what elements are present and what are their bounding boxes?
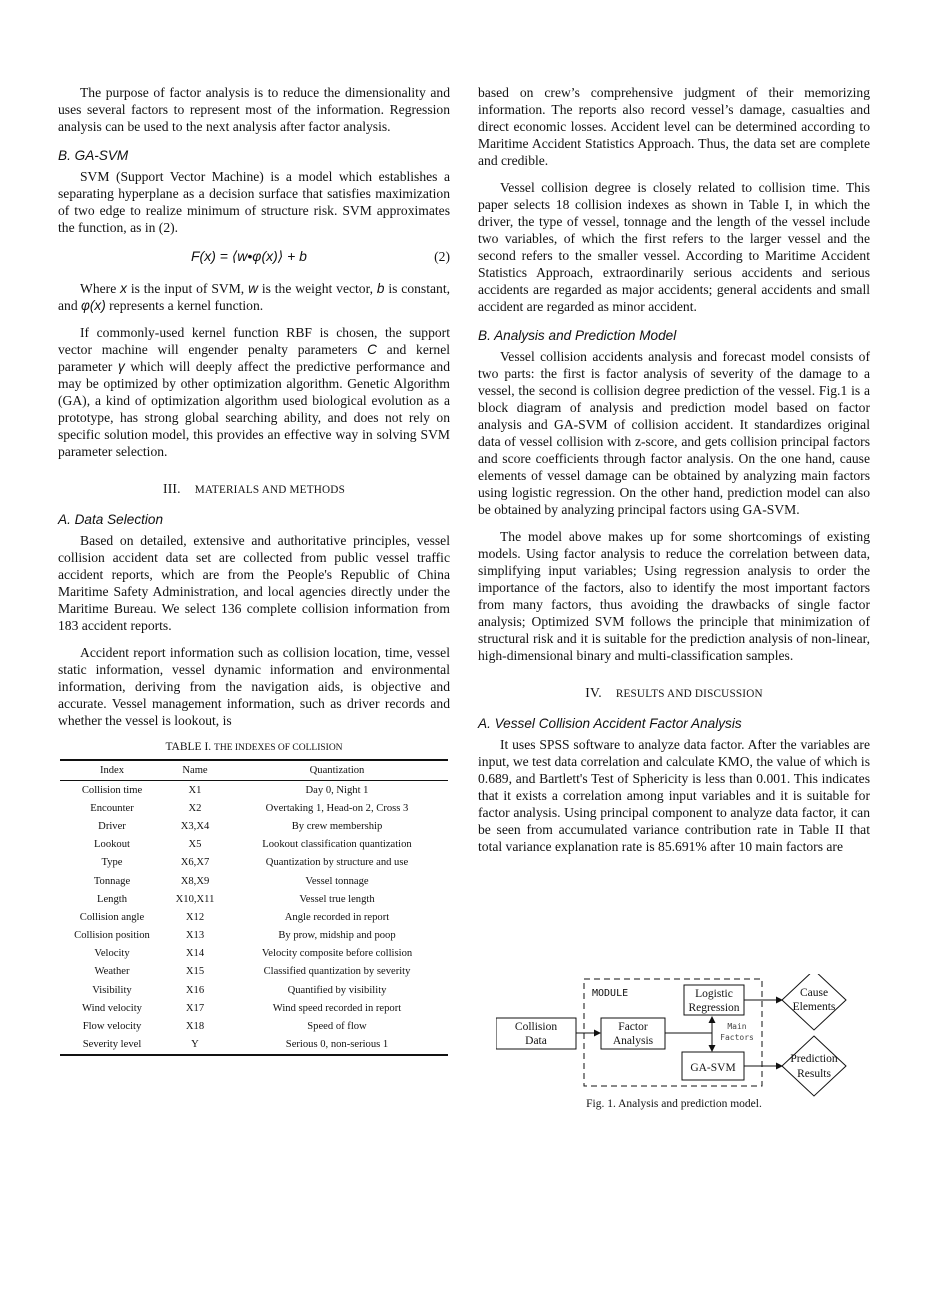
header-index: Index xyxy=(60,760,164,781)
cell-index: Length xyxy=(96,893,127,905)
cell-quantization: Angle recorded in report xyxy=(284,911,390,923)
table-row xyxy=(60,781,448,800)
cell-name: X6,X7 xyxy=(180,857,210,869)
cell-quantization: Overtaking 1, Head-on 2, Cross 3 xyxy=(265,802,409,814)
cell-index: Wind velocity xyxy=(82,1002,142,1014)
table-row xyxy=(60,981,448,999)
figure-1-caption: Fig. 1. Analysis and prediction model. xyxy=(586,1098,762,1110)
cell-quantization: Vessel tonnage xyxy=(305,875,369,887)
cell-index: Tonnage xyxy=(93,875,131,887)
cell-index: Collision angle xyxy=(79,911,145,923)
var-c: C xyxy=(367,342,377,357)
cell-quantization: By crew membership xyxy=(291,820,383,832)
table-row xyxy=(60,799,448,817)
table-row xyxy=(60,817,448,835)
cell-name: X18 xyxy=(185,1021,205,1033)
data-selection-heading: A. Data Selection xyxy=(58,512,164,527)
cell-index: Collision time xyxy=(81,784,143,796)
cell-quantization: Day 0, Night 1 xyxy=(305,784,369,796)
cell-quantization: Vessel true length xyxy=(299,893,375,905)
cell-index: Velocity xyxy=(94,948,130,960)
cell-quantization: Wind speed recorded in report xyxy=(272,1002,402,1014)
header-name: Name xyxy=(164,760,226,781)
section-3-heading: III. MATERIALS AND METHODS xyxy=(162,481,346,496)
crew-paragraph: based on crew’s comprehensive judgment of their memorizing information. The reports also record vessel’s damage, casualties and direct economic losses. Accident level can be determined according to Maritime Accident Statistics Approach. Thus, the data set are complete and credible. xyxy=(478,85,870,168)
table-row xyxy=(60,945,448,963)
cell-quantization: Speed of flow xyxy=(307,1021,367,1033)
cell-index: Driver xyxy=(98,820,126,832)
section-4-heading: IV. RESULTS AND DISCUSSION xyxy=(585,685,763,700)
factor-analysis-heading: A. Vessel Collision Accident Factor Analysis xyxy=(478,716,742,731)
right-column xyxy=(478,84,870,865)
model-advantage-paragraph: The model above makes up for some shortcomings of existing models. Using factor analysis to reduce the correlation between data, simplifying input variables; Using regression analysis to order the importance of the factors, also to identify the most important factors from many factors, thus avoiding the drawbacks of single factor analysis; Optimized SVM follows the principle that minimization of structural risk and it is suitable for the prediction analysis of non-linear, high-dimensional binary and multi-classification samples. xyxy=(478,529,870,663)
table-row xyxy=(60,927,448,945)
cell-name: X15 xyxy=(185,966,205,978)
table-row xyxy=(60,854,448,872)
var-gamma: γ xyxy=(117,359,125,374)
header-quantization: Quantization xyxy=(226,760,448,781)
table-1 xyxy=(60,759,448,1056)
rbf-paragraph: If commonly-used kernel function RBF is chosen, the support vector machine will engender penalty parameters C and kernel parameter γ which will deeply affect the predictive performance and may be optimized by other optimization algorithm. Genetic Algorithm (GA), a kind of optimization algorithm used biological evolution as a prototype, has strong global searching ability, and does not rely on specific solution model, this provides an effective way in solving SVM parameter selection. xyxy=(58,325,451,459)
table-row xyxy=(60,1017,448,1035)
cell-index: Encounter xyxy=(90,802,134,814)
var-phi: φ(x) xyxy=(81,298,106,313)
cell-name: X13 xyxy=(185,930,205,942)
var-w: w xyxy=(248,281,258,296)
collision-data-label-1: Collision xyxy=(514,1021,558,1033)
ga-svm-label: GA-SVM xyxy=(690,1062,736,1074)
left-column xyxy=(58,84,450,1056)
cell-name: X2 xyxy=(188,802,202,814)
cell-name: Y xyxy=(164,1036,226,1055)
cell-quantization: Quantization by structure and use xyxy=(265,857,409,869)
cause-label-2: Elements xyxy=(792,1001,836,1013)
cell-index: Severity level xyxy=(60,1036,164,1055)
cell-quantization: Lookout classification quantization xyxy=(262,839,412,851)
factor-analysis-paragraph: It uses SPSS software to analyze data factor. After the variables are input, we test data correlation and calculate KMO, the value of which is 0.689, and Bartlett's Test of Sphericity is less than 0.001. This indicates that it exists a correlation among input variables and it is suitable for factor analysis. Using principal component to analyze data factor, it can be seen from accumulated variance contribution rate in Table II that total variance explanation rate is 85.691% after 10 main factors are xyxy=(478,737,870,854)
main-factors-label-2: Factors xyxy=(720,1033,754,1042)
cell-index: Lookout xyxy=(94,839,130,851)
svm-equation: F(x) = ⟨w•φ(x)⟩ + b xyxy=(191,248,307,264)
cell-name: X3,X4 xyxy=(180,820,210,832)
factor-analysis-label-2: Analysis xyxy=(612,1035,654,1047)
cell-index: Type xyxy=(101,857,123,869)
var-b: b xyxy=(376,281,385,296)
factor-analysis-label-1: Factor xyxy=(618,1021,648,1033)
cell-quantization: Velocity composite before collision xyxy=(261,948,413,960)
prediction-label-1: Prediction xyxy=(790,1053,838,1065)
cell-quantization: By prow, midship and poop xyxy=(278,930,396,942)
cell-index: Weather xyxy=(94,966,130,978)
cause-label-1: Cause xyxy=(799,987,829,999)
module-label: MODULE xyxy=(592,988,629,999)
accident-report-paragraph: Accident report information such as collision location, time, vessel static information, vessel dynamic information and environmental information, deriving from the navigation aids, is objective and accurate. Vessel management information, such as driver records and whether the vessel is lookout, is xyxy=(58,645,450,728)
var-x: x xyxy=(120,281,127,296)
cell-quantization: Classified quantization by severity xyxy=(263,966,411,978)
table-row xyxy=(60,908,448,926)
logistic-label-1: Logistic xyxy=(695,988,733,1000)
cell-name: X1 xyxy=(188,784,202,796)
cell-name: X17 xyxy=(185,1002,205,1014)
cell-name: X12 xyxy=(185,911,205,923)
table-header-row xyxy=(60,760,448,781)
collision-data-label-2: Data xyxy=(525,1035,547,1047)
table-row xyxy=(60,963,448,981)
data-selection-paragraph: Based on detailed, extensive and authoritative principles, vessel collision accident data set are collected from public vessel traffic accident reports, which are from the People's Republic of China Maritime Safety Administration, and local agencies directly under the Maritime Bureau. We select 136 complete collision information from 183 accident reports. xyxy=(58,533,450,633)
svm-paragraph: SVM (Support Vector Machine) is a model which establishes a separating hyperplane as a decision surface that satisfies maximization of two edge to realize minimum of structure risk. SVM approximates the function, as in (2). xyxy=(58,169,450,235)
cell-quantization: Quantified by visibility xyxy=(287,984,387,996)
ga-svm-heading: B. GA-SVM xyxy=(58,148,129,163)
table-row xyxy=(60,999,448,1017)
model-paragraph: Vessel collision accidents analysis and forecast model consists of two parts: the first is factor analysis of severity of the damage to a vessel, the second is collision degree prediction of the vessel. Fig.1 is a block diagram of analysis and prediction model based on factor analysis and GA-SVM of collision accident. It standardizes original data of vessel collision with z-score, and gets collision principal factors and score coefficients through factor analysis. On the one hand, cause elements of vessel damage can be obtained by analyzing main factors using logistic regression. On the other hand, prediction model can also be obtained by analyzing principal factors using GA-SVM. xyxy=(478,349,870,517)
table-row xyxy=(60,1036,448,1055)
equation-2 xyxy=(58,246,450,270)
table-1-caption: TABLE I. THE INDEXES OF COLLISION xyxy=(165,741,343,753)
cell-name: X5 xyxy=(188,839,202,851)
logistic-label-2: Regression xyxy=(688,1002,740,1014)
figure-1 xyxy=(496,974,848,1099)
main-factors-label-1: Main xyxy=(727,1022,747,1031)
cell-name: X8,X9 xyxy=(180,875,210,887)
cell-quantization: Serious 0, non-serious 1 xyxy=(226,1036,448,1055)
table-row xyxy=(60,836,448,854)
collision-degree-paragraph: Vessel collision degree is closely related to collision time. This paper selects 18 collision indexes as shown in Table I, in which the driver, the type of vessel, tonnage and the length of the vessel include two variables, of which the first refers to the larger vessel and the second refers to the smaller vessel. According to Maritime Accident Statistics Approach, extraordinarily serious accidents and serious accidents are regarded as major accidents; general accidents and small accident are regarded as minor accident. xyxy=(478,180,870,314)
table-row xyxy=(60,890,448,908)
table-row xyxy=(60,872,448,890)
cell-name: X14 xyxy=(185,948,205,960)
cell-index: Collision position xyxy=(74,930,150,942)
cell-name: X10,X11 xyxy=(175,893,215,905)
cell-index: Flow velocity xyxy=(82,1021,142,1033)
prediction-results-diamond xyxy=(782,1036,846,1096)
model-heading: B. Analysis and Prediction Model xyxy=(478,328,677,343)
where-paragraph: Where x is the input of SVM, w is the weight vector, b is constant, and φ(x) represents a kernel function. xyxy=(58,281,451,313)
equation-number: (2) xyxy=(434,249,450,264)
cell-name: X16 xyxy=(185,984,205,996)
prediction-label-2: Results xyxy=(797,1068,831,1080)
cell-index: Visibility xyxy=(92,984,132,996)
intro-paragraph: The purpose of factor analysis is to reduce the dimensionality and uses several factors to represent most of the information. Regression analysis can be used to the next analysis after factor analysis. xyxy=(58,85,450,134)
